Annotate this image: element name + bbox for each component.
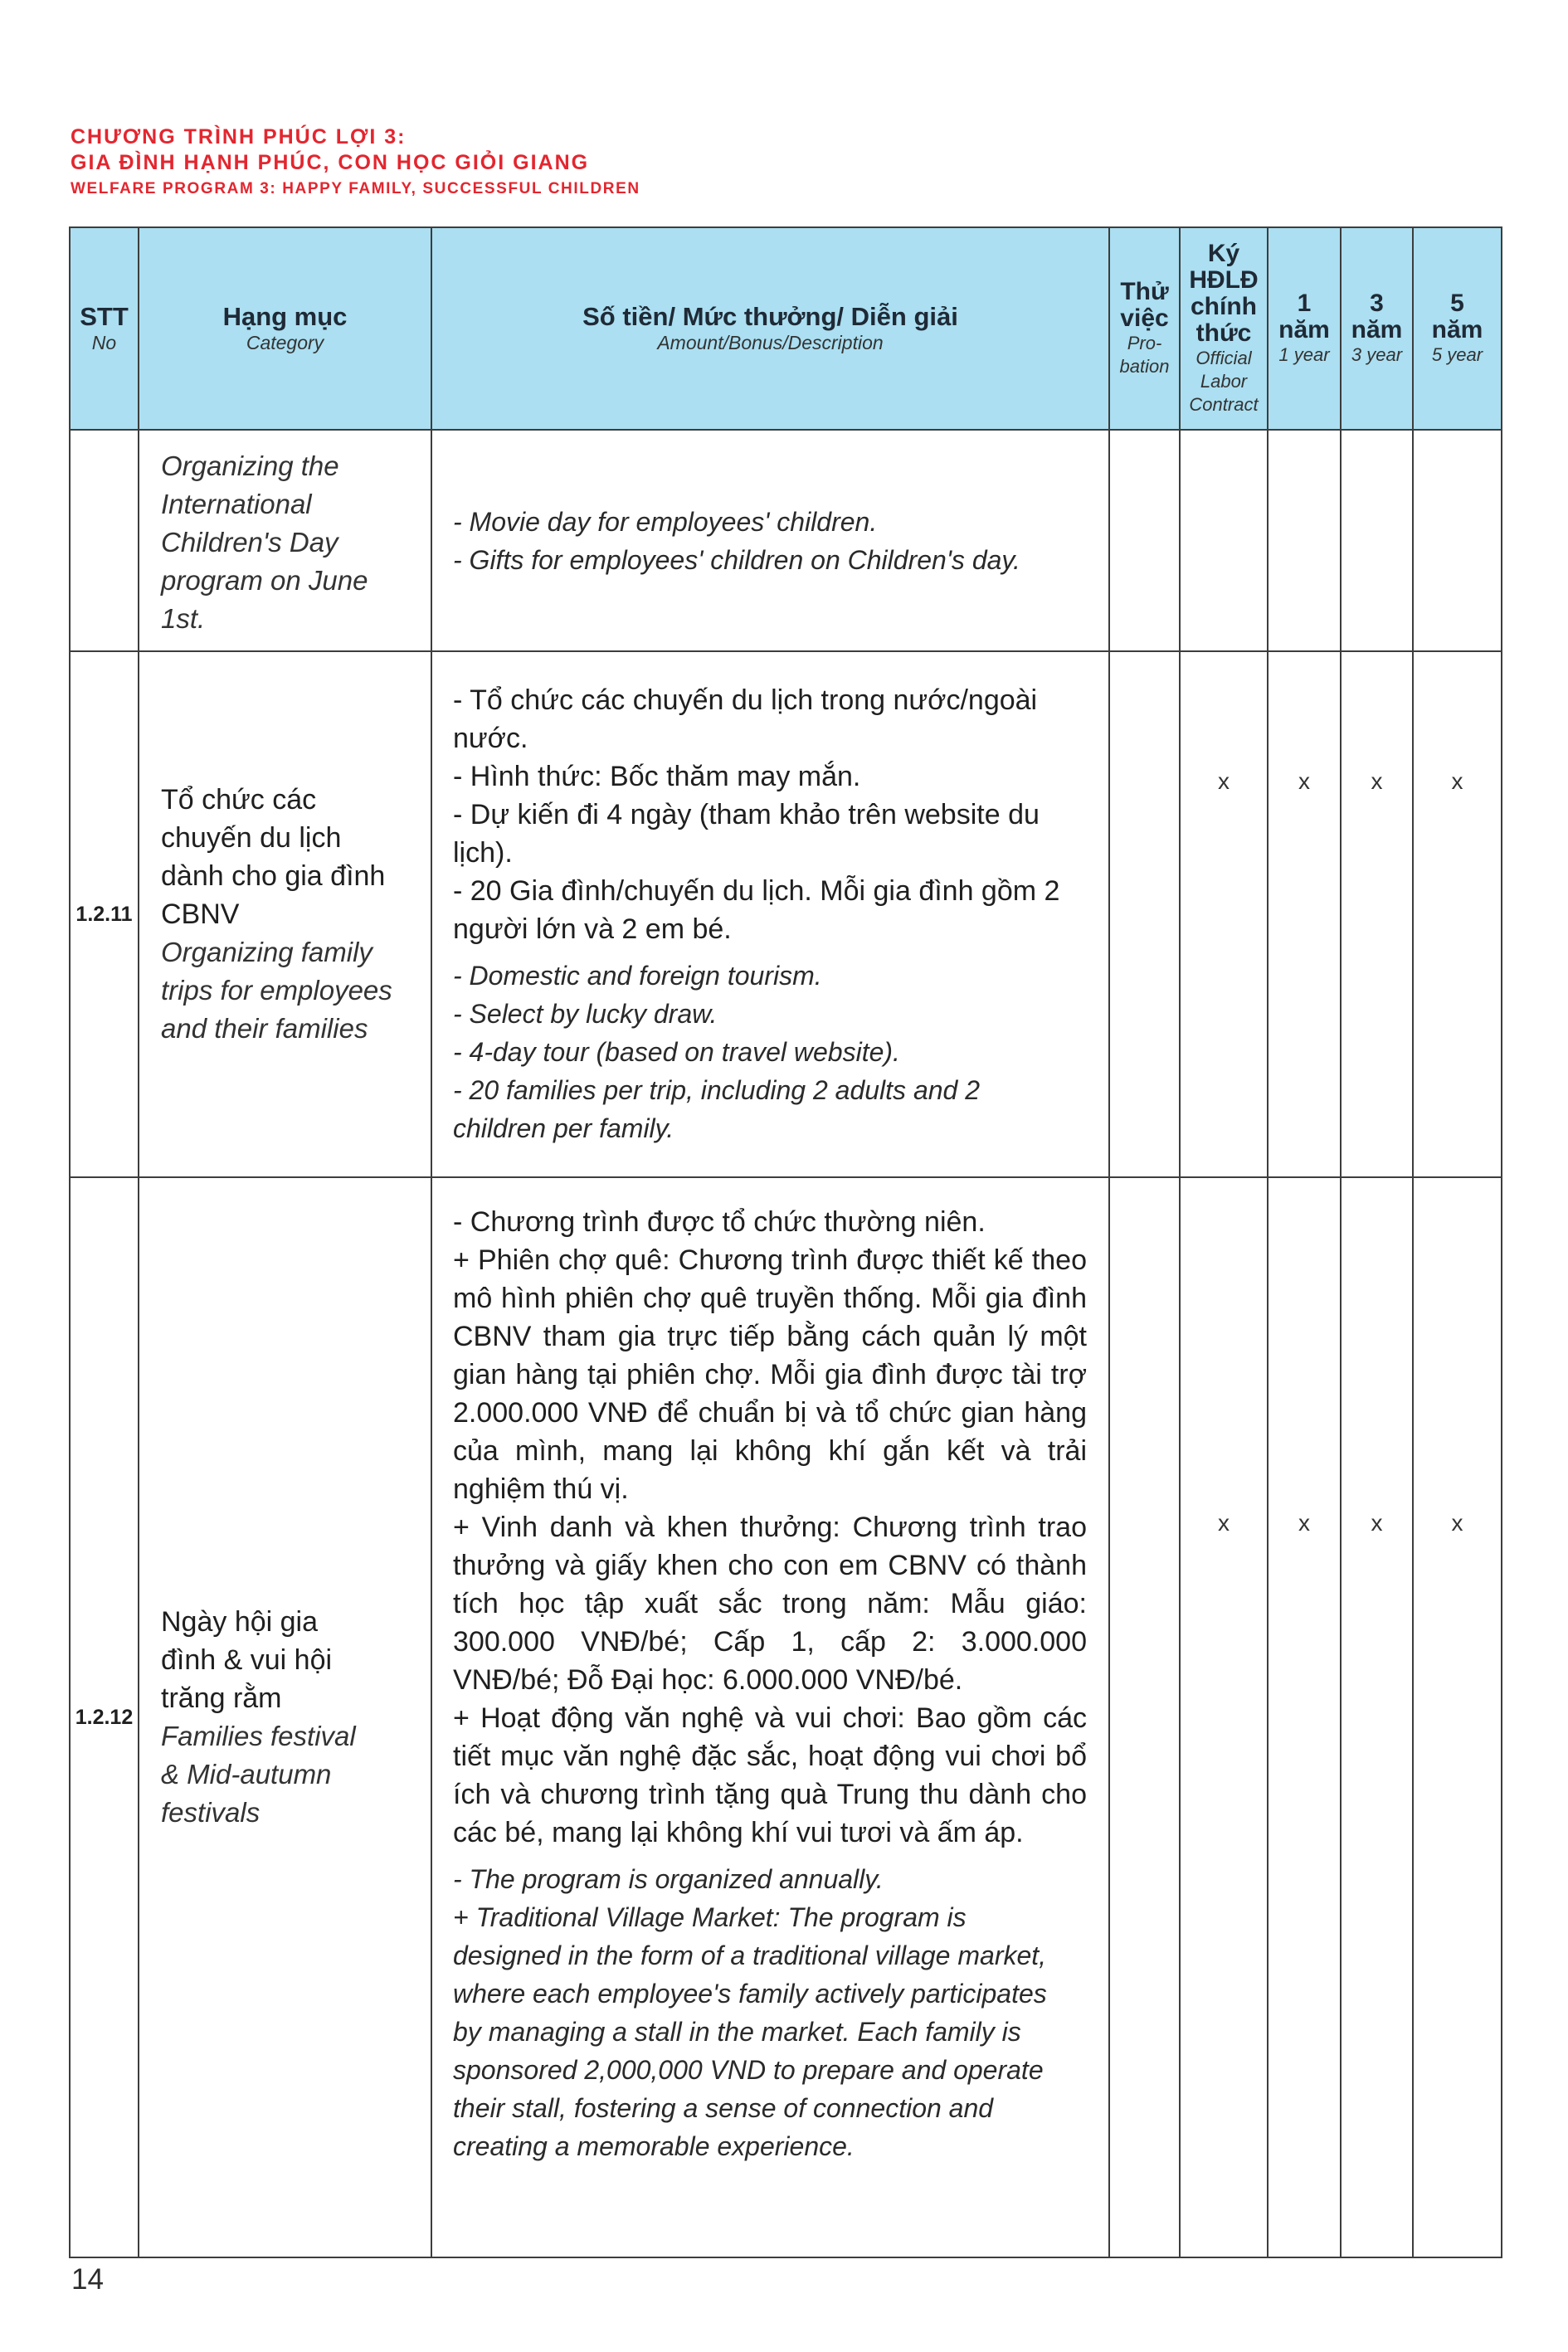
header-description: Số tiền/ Mức thưởng/ Diễn giải Amount/Bonus/Description — [431, 227, 1109, 430]
mark-1-year — [1268, 430, 1341, 651]
row-number — [70, 430, 139, 651]
table-row — [70, 1177, 1502, 2257]
mark-5-year: x — [1413, 651, 1502, 1177]
mark-5-year: x — [1413, 1177, 1502, 2257]
table-row — [70, 651, 1502, 1177]
heading-line-1: CHƯƠNG TRÌNH PHÚC LỢI 3: — [71, 125, 407, 149]
mark-probation — [1109, 430, 1180, 651]
mark-official: x — [1180, 651, 1268, 1177]
mark-1-year: x — [1268, 651, 1341, 1177]
row-category: Ngày hội gia đình & vui hội trăng rằm Families festival & Mid-autumn festivals — [139, 1177, 431, 2257]
header-stt: STT No — [70, 227, 139, 430]
header-5-year: 5 năm 5 year — [1413, 227, 1502, 430]
row-description: - Tổ chức các chuyến du lịch trong nước/ngoài nước. - Hình thức: Bốc thăm may mắn. - Dự kiến đi 4 ngày (tham khảo trên website du lịch). - 20 Gia đình/chuyến du lịch. Mỗi gia đình gồm 2 người lớn và 2 em bé. - Domestic and foreign tourism. - Select by lucky draw. - 4-day tour (based on travel website). - 20 families per trip, including 2 adults and 2 children per family. — [431, 651, 1109, 1177]
mark-3-year: x — [1341, 1177, 1413, 2257]
header-3-year: 3 năm 3 year — [1341, 227, 1413, 430]
mark-official — [1180, 430, 1268, 651]
row-number: 1.2.11 — [70, 651, 139, 1177]
mark-3-year — [1341, 430, 1413, 651]
mark-official: x — [1180, 1177, 1268, 2257]
mark-5-year — [1413, 430, 1502, 651]
program-heading — [71, 124, 640, 200]
row-description: - Movie day for employees' children. - Gifts for employees' children on Children's day. — [431, 430, 1109, 651]
heading-line-english: WELFARE PROGRAM 3: HAPPY FAMILY, SUCCESSFUL CHILDREN — [71, 180, 640, 197]
table-header-row — [70, 227, 1502, 430]
header-category: Hạng mục Category — [139, 227, 431, 430]
page-number: 14 — [71, 2263, 104, 2296]
mark-3-year: x — [1341, 651, 1413, 1177]
row-category: Organizing the International Children's Day program on June 1st. — [139, 430, 431, 651]
mark-probation — [1109, 651, 1180, 1177]
heading-line-2: GIA ĐÌNH HẠNH PHÚC, CON HỌC GIỎI GIANG — [71, 151, 590, 174]
row-category: Tổ chức các chuyến du lịch dành cho gia đình CBNV Organizing family trips for employees and their families — [139, 651, 431, 1177]
welfare-table — [69, 226, 1502, 2258]
header-official-contract: Ký HĐLĐ chính thức Official Labor Contract — [1180, 227, 1268, 430]
header-probation: Thử việc Pro- bation — [1109, 227, 1180, 430]
mark-probation — [1109, 1177, 1180, 2257]
row-description: - Chương trình được tổ chức thường niên. + Phiên chợ quê: Chương trình được thiết kế theo mô hình phiên chợ quê truyền thống. Mỗi gia đình CBNV tham gia trực tiếp bằng cách quản lý một gian hàng tại phiên chợ. Mỗi gia đình được tài trợ 2.000.000 VNĐ để chuẩn bị và tổ chức gian hàng của mình, mang lại không khí gắn kết và trải nghiệm thú vị. + Vinh danh và khen thưởng: Chương trình trao thưởng và giấy khen cho con em CBNV có thành tích học tập xuất sắc trong năm: Mẫu giáo: 300.000 VNĐ/bé; Cấp 1, cấp 2: 3.000.000 VNĐ/bé; Đỗ Đại học: 6.000.000 VNĐ/bé. + Hoạt động văn nghệ và vui chơi: Bao gồm các tiết mục văn nghệ đặc sắc, hoạt động vui chơi bổ ích và chương trình tặng quà Trung thu dành cho các bé, mang lại không khí vui tươi và ấm áp. - The program is organized annually. + Traditional Village Market: The program is designed in the form of a traditional village market, where each employee's family actively participates by managing a stall in the market. Each family is sponsored 2,000,000 VND to prepare and operate their stall, fostering a sense of connection and creating a memorable experience. — [431, 1177, 1109, 2257]
mark-1-year: x — [1268, 1177, 1341, 2257]
row-number: 1.2.12 — [70, 1177, 139, 2257]
header-1-year: 1 năm 1 year — [1268, 227, 1341, 430]
table-row — [70, 430, 1502, 651]
